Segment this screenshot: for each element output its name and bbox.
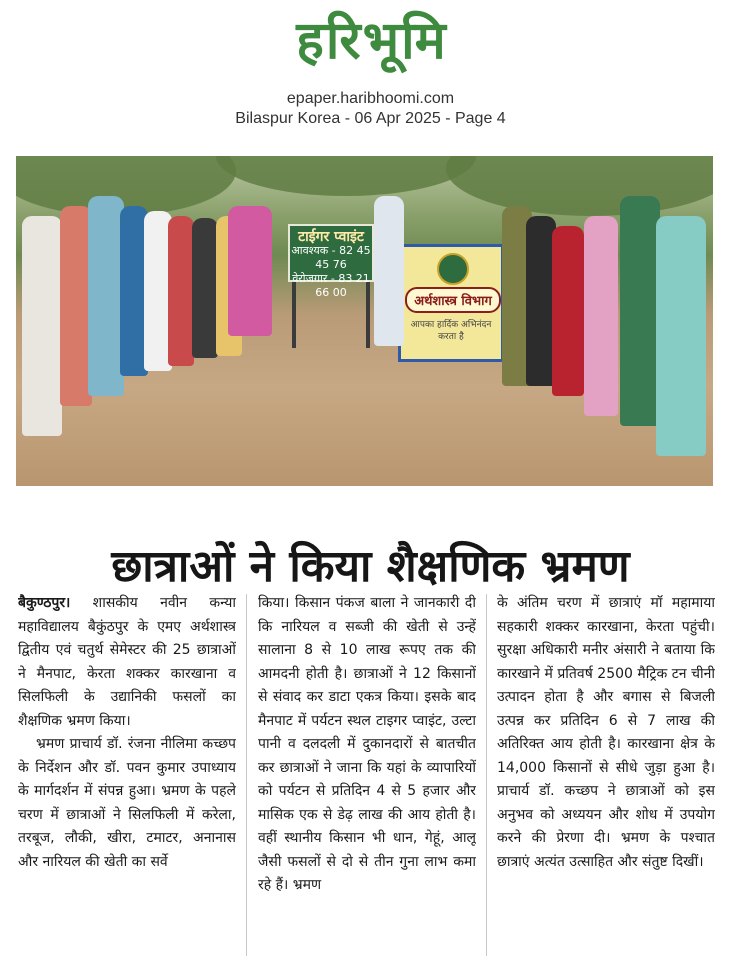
- signboard-line: आवश्यक - 82 45 45 76: [291, 244, 371, 271]
- student-figure: [374, 196, 404, 346]
- article-paragraph: [18, 592, 236, 733]
- column-divider: [246, 594, 247, 956]
- banner-subtitle: आपका हार्दिक अभिनंदन करता है: [410, 320, 492, 342]
- column-divider: [486, 594, 487, 956]
- banner-title: अर्थशास्त्र विभाग: [405, 287, 501, 313]
- dateline: बैकुण्ठपुर।: [18, 595, 71, 611]
- student-figure: [620, 196, 660, 426]
- article-column-3: [497, 592, 715, 962]
- tiger-point-signboard: [288, 224, 374, 299]
- article-column-2: [258, 592, 476, 962]
- paragraph-text: शासकीय नवीन कन्या महाविद्यालय बैकुंठपुर के एमए अर्थशास्त्र द्वितीय एवं चतुर्थ सेमेस्टर की 25 छात्राओं ने मैनपाट, केरता शक्कर कारखाना व सिलफिली के उद्यानिकी फसलों का शैक्षणिक भ्रमण किया।: [18, 595, 236, 729]
- student-figure: [22, 216, 62, 436]
- article-paragraph: भ्रमण प्राचार्य डॉ. रंजना नीलिमा कच्छप के निर्देशन और डॉ. पवन कुमार उपाध्याय के मार्गदर्शन में संपन्न हुआ। भ्रमण के पहले चरण में छात्राओं ने सिलफिली में करेला, तरबूज, लौकी, खीरा, टमाटर, अनानास और नारियल की खेती का सर्वे: [18, 736, 236, 870]
- student-figure: [228, 206, 272, 336]
- article-column-1: [18, 592, 236, 962]
- article-headline: छात्राओं ने किया शैक्षणिक भ्रमण: [111, 541, 630, 593]
- epaper-url[interactable]: epaper.haribhoomi.com: [286, 90, 455, 107]
- student-figure: [192, 218, 218, 358]
- student-figure: [88, 196, 124, 396]
- signboard-title: टाईगर प्वाइंट: [298, 229, 364, 245]
- student-figure: [168, 216, 194, 366]
- article-paragraph: के अंतिम चरण में छात्राएं मॉ महामाया सहकारी शक्कर कारखाना, केरता पहुंची। सुरक्षा अधिकारी मनीर अंसारी ने बताया कि कारखाने में प्रतिवर्ष 2500 मैट्रिक टन चीनी उत्पादन होता है और बगास से बिजली उत्पन्न कर प्रतिदिन 6 से 7 लाख की अतिरिक्त आय होती है। कारखाना क्षेत्र के 14,000 किसानों से सीधे जुड़ा हुआ है। प्राचार्य डॉ. कच्छप ने छात्राओं को इस अनुभव को अध्ययन और शोध में उपयोग करने की प्रेरणा दी। भ्रमण के पश्चात छात्राएं अत्यंत उत्साहित और संतुष्ट दिखीं।: [497, 595, 715, 870]
- college-emblem-icon: [437, 253, 469, 285]
- article-paragraph: किया। किसान पंकज बाला ने जानकारी दी कि नारियल व सब्जी की खेती से उन्हें सालाना 8 से 10 लाख रूपए तक की आमदनी होती है। छात्राओं ने 12 किसानों से संवाद कर डाटा एकत्र किया। इसके बाद मैनपाट में पर्यटन स्थल टाइगर प्वाइंट, उल्टा पानी व दलदली में दुकानदारों से बातचीत कर छात्राओं ने जाना कि यहां के व्यापारियों को पर्यटन से प्रतिदिन 4 से 5 हजार और मासिक एक से डेढ़ लाख की आय होती है। वहीं स्थानीय किसान भी धान, गेहूं, आलू जैसी फसलों से दो से तीन गुना लाभ कमा रहे हैं। भ्रमण: [258, 595, 476, 893]
- student-figure: [656, 216, 706, 456]
- tree-canopy: [446, 156, 713, 216]
- edition-info: Bilaspur Korea - 06 Apr 2025 - Page 4: [235, 110, 506, 127]
- student-figure: [584, 216, 618, 416]
- masthead: [0, 0, 741, 140]
- signboard-line: वेरोजगार - 83 21 66 00: [292, 272, 370, 299]
- newspaper-logo: हरिभूमि: [296, 11, 448, 71]
- tree-canopy: [216, 156, 476, 196]
- department-banner: [398, 244, 504, 362]
- student-figure: [552, 226, 584, 396]
- news-photo: [16, 156, 713, 486]
